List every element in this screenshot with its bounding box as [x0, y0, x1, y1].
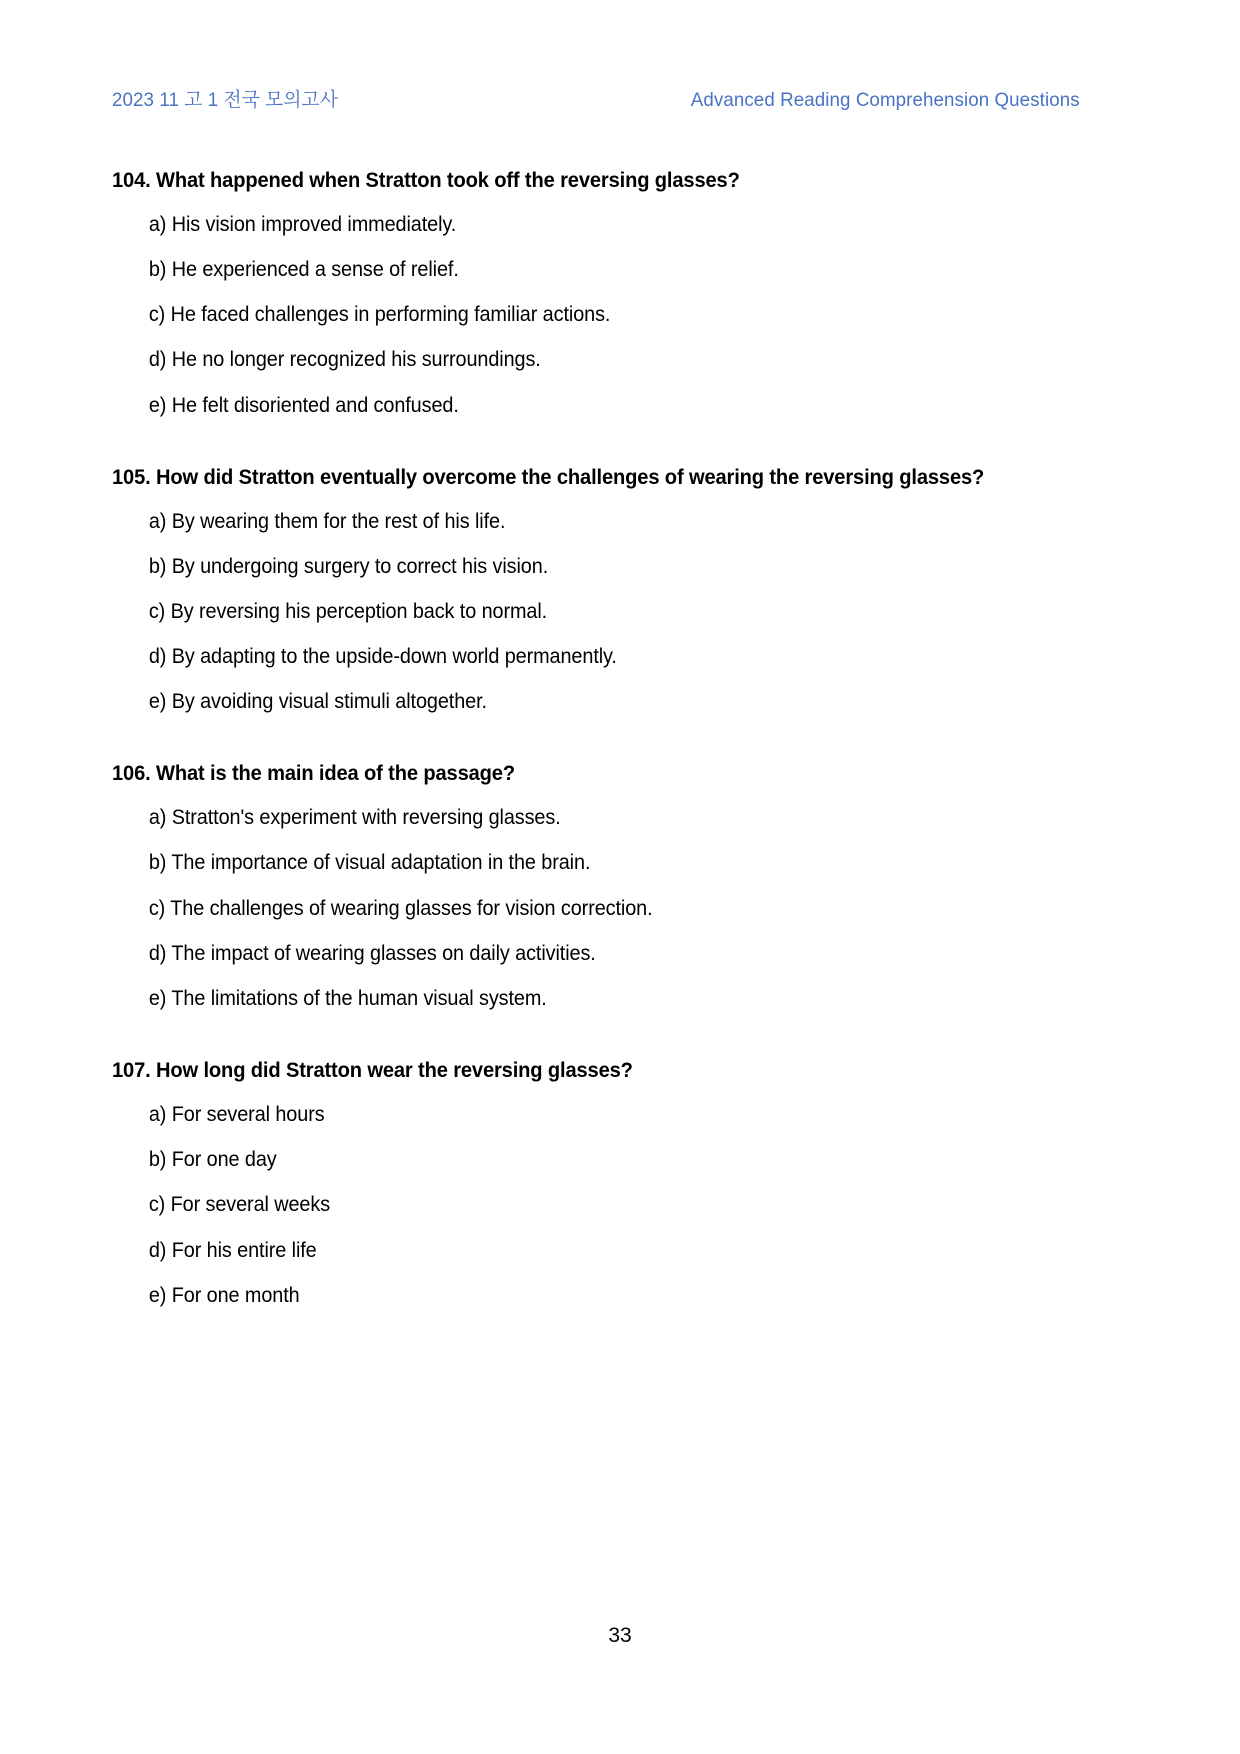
option-item-e[interactable]: e) He felt disoriented and confused. — [148, 393, 459, 417]
option-item-b[interactable]: b) He experienced a sense of relief. — [148, 257, 459, 281]
question-block-106 — [112, 761, 1128, 1011]
page-header — [112, 84, 1082, 112]
option-list — [112, 212, 1128, 418]
header-exam-title: 2023 11 고 1 전국 모의고사 — [112, 89, 338, 111]
question-title: 107. How long did Stratton wear the reversing glasses? — [112, 1058, 633, 1083]
option-list — [112, 509, 1128, 715]
option-list — [112, 1102, 1128, 1308]
page-number: 33 — [608, 1624, 632, 1647]
option-item-d[interactable]: d) By adapting to the upside-down world permanently. — [148, 645, 617, 669]
question-block-104 — [112, 168, 1128, 418]
question-block-105 — [112, 465, 1128, 715]
option-item-c[interactable]: c) By reversing his perception back to normal. — [148, 599, 548, 623]
option-item-c[interactable]: c) The challenges of wearing glasses for vision correction. — [148, 896, 653, 920]
question-title: 104. What happened when Stratton took off the reversing glasses? — [112, 168, 740, 192]
option-item-a[interactable]: a) Stratton's experiment with reversing glasses. — [148, 806, 561, 830]
option-item-c[interactable]: c) For several weeks — [148, 1193, 331, 1217]
option-item-d[interactable]: d) He no longer recognized his surroundings. — [148, 348, 541, 372]
header-section-title: Advanced Reading Comprehension Questions — [690, 89, 1080, 111]
option-item-e[interactable]: e) The limitations of the human visual system. — [148, 987, 547, 1011]
option-item-e[interactable]: e) For one month — [148, 1283, 300, 1307]
option-item-a[interactable]: a) For several hours — [148, 1103, 325, 1126]
option-item-c[interactable]: c) He faced challenges in performing familiar actions. — [148, 303, 611, 327]
option-item-d[interactable]: d) For his entire life — [148, 1238, 317, 1262]
question-title: 105. How did Stratton eventually overcome the challenges of wearing the reversing glasses? — [112, 464, 985, 489]
option-item-d[interactable]: d) The impact of wearing glasses on daily activities. — [148, 941, 596, 965]
option-item-b[interactable]: b) For one day — [148, 1148, 277, 1172]
question-title: 106. What is the main idea of the passage? — [112, 761, 515, 786]
option-item-e[interactable]: e) By avoiding visual stimuli altogether. — [148, 690, 487, 714]
option-list — [112, 805, 1128, 1011]
option-item-a[interactable]: a) By wearing them for the rest of his life. — [148, 509, 506, 533]
option-item-b[interactable]: b) By undergoing surgery to correct his vision. — [148, 554, 549, 578]
question-block-107 — [112, 1058, 1128, 1308]
questions-container — [112, 168, 1128, 1308]
option-item-b[interactable]: b) The importance of visual adaptation in the brain. — [148, 851, 591, 875]
option-item-a[interactable]: a) His vision improved immediately. — [148, 212, 457, 236]
